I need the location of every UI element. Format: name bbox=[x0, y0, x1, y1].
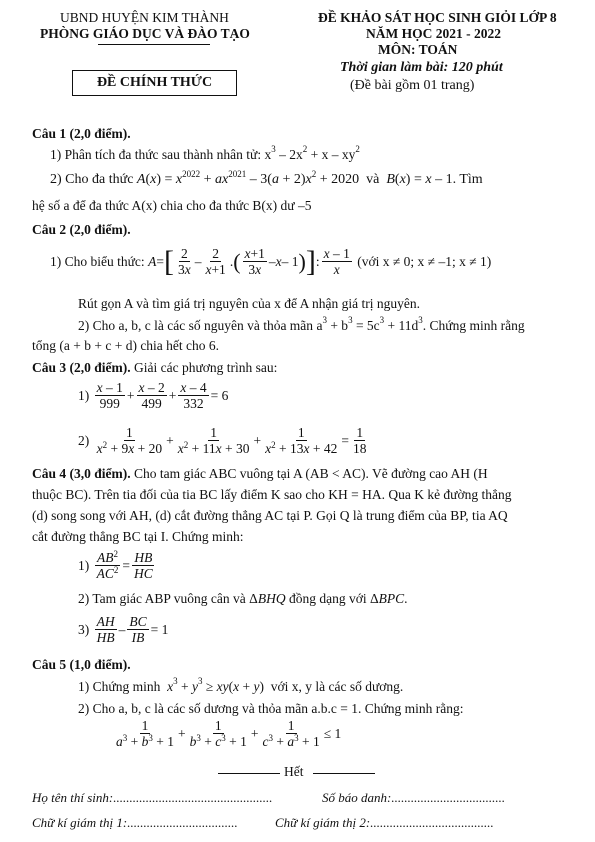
question-1-part-1: 1) Phân tích đa thức sau thành nhân tử: $x^3 - 2x^2 + x - xy^2$ bbox=[50, 144, 360, 162]
question-3-equation-1: 1) $\frac{x - 1}{999}$ + $\frac{x - 2}{499}$ + $\frac{x - 4}{332}$ = 6 bbox=[78, 380, 229, 411]
end-line-right bbox=[313, 773, 375, 774]
question-4-line-4: cắt đường thẳng BC tại I. Chứng minh: bbox=[32, 529, 244, 544]
question-2-expression: 1) Cho biểu thức: A = [ $\frac{2}{3x}$ – $\frac{2}{x+1}$ . ( $\frac{x+1}{3x}$ – x – 1 ) ] : $\frac{x - 1}{x}$ (với x ≠ 0; x ≠ –1; x ≠ 1) bbox=[50, 244, 492, 278]
question-3-equation-2: 2) $\frac{1}{x^2 + 9x + 20}$ + $\frac{1}{x^2 + 11x + 30}$ + $\frac{1}{x^2 + 13x + 42}$ = $\frac{1}{18}$ bbox=[78, 425, 367, 456]
question-4-claim-3: 3) $\frac{AH}{HB}$ – $\frac{BC}{IB}$ = 1 bbox=[78, 614, 169, 645]
candidate-number-field: Số báo danh:................................... bbox=[322, 790, 506, 805]
question-2-title: Câu 2 (2,0 điểm). bbox=[32, 222, 131, 237]
subject: MÔN: TOÁN bbox=[378, 42, 458, 57]
time-limit: Thời gian làm bài: 120 phút bbox=[340, 60, 503, 75]
school-year: NĂM HỌC 2021 - 2022 bbox=[366, 26, 501, 41]
question-4-claim-2: 2) Tam giác ABP vuông cân và ΔBHQ đồng dạng với ΔBPC. bbox=[78, 591, 408, 606]
end-marker: Hết bbox=[284, 764, 304, 779]
candidate-name-field: Họ tên thí sinh:................................................. bbox=[32, 790, 273, 805]
supervisor-2-signature: Chữ kí giám thị 2:...................................... bbox=[275, 815, 494, 830]
question-5-title: Câu 5 (1,0 điểm). bbox=[32, 657, 131, 672]
department-name: UBND HUYỆN KIM THÀNH bbox=[60, 10, 229, 25]
question-4-line-2: thuộc BC). Trên tia đối của tia BC lấy điểm K sao cho KH = HA. Qua K kẻ đường thẳng bbox=[32, 487, 512, 502]
question-3-title: Câu 3 (2,0 điểm). Giải các phương trình sau: bbox=[32, 360, 278, 375]
question-5-part-1: 1) Chứng minh $x^3 + y^3 \ge xy(x + y)$ với x, y là các số dương. bbox=[78, 676, 404, 694]
question-4-line-1: Câu 4 (3,0 điểm). Cho tam giác ABC vuông tại A (AB < AC). Vẽ đường cao AH (H bbox=[32, 466, 488, 481]
page-count: (Đề bài gồm 01 trang) bbox=[350, 78, 475, 93]
question-2-part-2-cont: tổng (a + b + c + d) chia hết cho 6. bbox=[32, 338, 220, 353]
official-exam-box: ĐỀ CHÍNH THỨC bbox=[72, 70, 237, 96]
question-1-part-2-cont: hệ số a để đa thức A(x) chia cho đa thức B(x) dư –5 bbox=[32, 198, 312, 213]
supervisor-1-signature: Chữ kí giám thị 1:.................................. bbox=[32, 815, 238, 830]
question-4-claim-1: 1) $\frac{AB^2}{AC^2}$ = $\frac{HB}{HC}$ bbox=[78, 549, 153, 581]
question-2-part-2: 2) Cho a, b, c là các số nguyên và thỏa mãn $a^3 + b^3 = 5c^3 + 11d^3$. Chứng minh rằng bbox=[78, 315, 525, 333]
question-5-part-2: 2) Cho a, b, c là các số dương và thỏa mãn a.b.c = 1. Chứng minh rằng: bbox=[78, 701, 464, 716]
end-line-left bbox=[218, 773, 280, 774]
question-2-part-1-task: Rút gọn A và tìm giá trị nguyên của x để A nhận giá trị nguyên. bbox=[78, 296, 420, 311]
office-name: PHÒNG GIÁO DỤC VÀ ĐÀO TẠO bbox=[40, 26, 250, 41]
header-underline-left bbox=[98, 44, 210, 45]
question-5-inequality: $\frac{1}{a^3 + b^3 + 1}$ + $\frac{1}{b^3 + c^3 + 1}$ + $\frac{1}{c^3 + a^3 + 1}$ ≤ 1 bbox=[116, 718, 342, 749]
question-1-part-2: 2) Cho đa thức $A(x) = x^{2022} + ax^{2021} - 3(a + 2)x^2 + 2020$ và B(x) = x – 1. Tìm bbox=[50, 169, 483, 187]
question-4-line-3: (d) song song với AH, (d) cắt đường thẳng AC tại P. Gọi Q là trung điểm của BP, tia AQ bbox=[32, 508, 508, 523]
question-1-title: Câu 1 (2,0 điểm). bbox=[32, 126, 131, 141]
exam-title: ĐỀ KHẢO SÁT HỌC SINH GIỎI LỚP 8 bbox=[318, 10, 557, 25]
